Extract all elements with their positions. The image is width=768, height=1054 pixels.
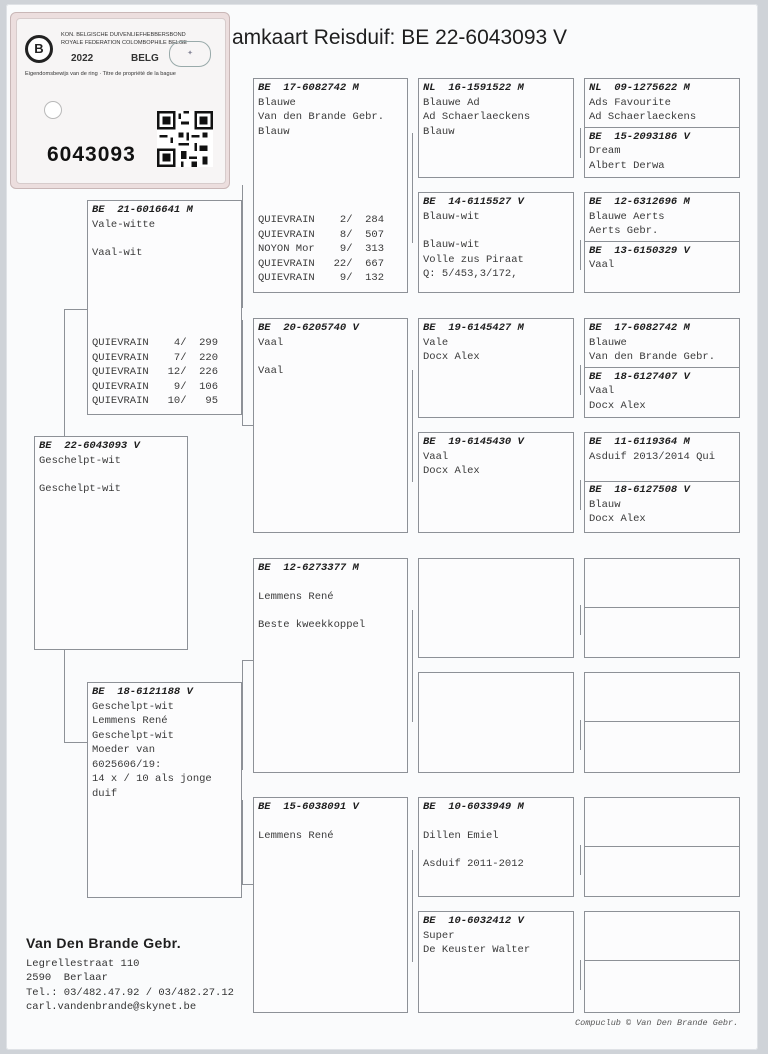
info-line: Blauwe Aerts xyxy=(589,210,665,223)
address-city: 2590 Berlaar xyxy=(26,972,108,984)
ring-number: BE 18-6121188 V xyxy=(92,686,193,698)
spacer xyxy=(423,843,569,857)
gen4-pair-box xyxy=(584,78,740,178)
colour-line: Geschelpt-wit xyxy=(39,483,121,495)
info-line: Moeder van xyxy=(92,744,156,756)
spacer xyxy=(258,815,403,829)
connector-line xyxy=(580,240,581,270)
connector-line xyxy=(242,660,243,770)
sire-box xyxy=(87,200,242,415)
ring-number: BE 17-6082742 M xyxy=(589,322,690,334)
connector-line xyxy=(580,605,581,635)
info-line: Vale xyxy=(423,336,449,349)
ring-number: BE 19-6145427 M xyxy=(423,322,524,334)
info-line: Blauw xyxy=(589,498,621,511)
seal-icon: ✦ xyxy=(169,41,211,67)
connector-line xyxy=(242,884,253,885)
ring-number: BE 17-6082742 M xyxy=(258,82,359,94)
connector-line xyxy=(412,850,413,962)
connector-line xyxy=(64,650,65,742)
connector-line xyxy=(580,480,581,510)
ring-number: BE 10-6032412 V xyxy=(423,915,524,927)
info-line: Beste kweekkoppel xyxy=(258,619,366,631)
dam-dam-box xyxy=(253,797,408,1013)
info-line: Geschelpt-wit xyxy=(92,729,174,742)
info-line: Lemmens René xyxy=(258,590,334,603)
info-line: Docx Alex xyxy=(589,513,646,525)
info-line: Geschelpt-wit xyxy=(92,700,174,713)
empty-box xyxy=(418,672,574,773)
info-line: Blauw xyxy=(258,125,290,138)
connector-line xyxy=(242,425,253,426)
ring-number: BE 18-6127407 V xyxy=(589,370,690,383)
email-address: carl.vandenbrande@skynet.be xyxy=(26,1001,197,1013)
dam-sire-box xyxy=(253,558,408,773)
race-result: QUIEVRAIN 2/ 284 xyxy=(258,214,385,226)
qr-code-icon xyxy=(157,111,213,167)
divider xyxy=(585,721,739,722)
info-line: Aerts Gebr. xyxy=(589,225,659,237)
race-result: QUIEVRAIN 10/ 95 xyxy=(92,395,219,407)
connector-line xyxy=(64,309,65,436)
info-line: Dream xyxy=(589,145,621,157)
empty-pair-box xyxy=(584,558,740,658)
info-line: Blauwe xyxy=(258,96,296,109)
connector-line xyxy=(242,800,243,884)
info-line: Asduif 2011-2012 xyxy=(423,858,524,870)
race-results xyxy=(92,336,237,409)
info-line: Vaal xyxy=(589,259,615,271)
connector-line xyxy=(242,320,243,425)
connector-line xyxy=(580,128,581,158)
divider xyxy=(585,960,739,961)
info-line: Volle zus Piraat xyxy=(423,253,524,266)
phone-numbers: Tel.: 03/482.47.92 / 03/482.27.12 xyxy=(26,986,234,999)
info-line: Q: 5/453,3/172, xyxy=(423,268,518,280)
gen4-pair-box xyxy=(584,432,740,533)
info-line: 6025606/19: xyxy=(92,758,162,771)
info-line: Docx Alex xyxy=(423,465,480,477)
sire-dam-box xyxy=(253,318,408,533)
ring-number: BE 19-6145430 V xyxy=(423,436,524,448)
ring-number: NL 16-1591522 M xyxy=(423,82,524,94)
ring-number: BE 11-6119364 M xyxy=(589,436,690,448)
info-line: Blauw-wit xyxy=(423,239,480,251)
empty-pair-box xyxy=(584,797,740,897)
ring-number: BE 22-6043093 V xyxy=(39,440,140,452)
info-line: Asduif 2013/2014 Qui xyxy=(589,450,716,463)
connector-line xyxy=(412,610,413,722)
connector-line xyxy=(242,660,253,661)
info-line: Vaal xyxy=(423,450,449,463)
breeder-address xyxy=(26,936,234,1015)
race-result: QUIEVRAIN 9/ 132 xyxy=(258,272,385,284)
spacer xyxy=(589,464,735,478)
spacer xyxy=(423,224,569,238)
ring-country: BELG xyxy=(131,53,159,64)
info-line: Lemmens René xyxy=(92,715,168,727)
colour-line: Geschelpt-wit xyxy=(39,454,121,467)
divider xyxy=(585,846,739,847)
sss-box xyxy=(418,78,574,178)
address-street: Legrellestraat 110 xyxy=(26,957,140,970)
connector-line xyxy=(64,742,87,743)
empty-box xyxy=(418,558,574,658)
connector-line xyxy=(580,960,581,990)
spacer xyxy=(258,350,403,364)
federation-name-nl: KON. BELGISCHE DUIVENLIEFHEBBERSBOND xyxy=(61,32,186,38)
spacer xyxy=(258,604,403,618)
spacer xyxy=(258,576,403,590)
sire-sire-box xyxy=(253,78,408,293)
ring-number: 6043093 xyxy=(47,143,136,166)
info-line: Van den Brande Gebr. xyxy=(258,111,385,123)
info-line: Docx Alex xyxy=(589,399,646,412)
ring-number: NL 09-1275622 M xyxy=(589,82,690,94)
info-line: duif xyxy=(92,787,118,800)
ring-year: 2022 xyxy=(71,53,94,64)
connector-line xyxy=(580,365,581,395)
ring-number: BE 13-6150329 V xyxy=(589,244,690,257)
info-line: Van den Brande Gebr. xyxy=(589,351,716,363)
info-line: Vaal xyxy=(258,336,284,349)
info-line: Vaal xyxy=(589,385,615,397)
ring-number: BE 10-6033949 M xyxy=(423,801,524,813)
federation-name-fr: ROYALE FEDERATION COLOMBOPHILE BELGE xyxy=(61,40,187,46)
info-line: Vaal xyxy=(258,365,284,377)
connector-line xyxy=(242,185,243,308)
ring-number: BE 12-6273377 M xyxy=(258,562,359,574)
copyright: Compuclub © Van Den Brande Gebr. xyxy=(575,1018,739,1028)
colour-line: Vale-witte xyxy=(92,218,156,231)
spacer xyxy=(39,468,183,482)
divider xyxy=(585,481,739,482)
race-result: QUIEVRAIN 4/ 299 xyxy=(92,337,219,349)
ring-number: BE 14-6115527 V xyxy=(423,196,524,208)
connector-line xyxy=(412,370,413,482)
info-line: Blauw-wit xyxy=(423,210,480,223)
dam-box xyxy=(87,682,242,898)
race-result: QUIEVRAIN 9/ 106 xyxy=(92,380,219,393)
gen4-pair-box xyxy=(584,318,740,418)
ownership-label: Eigendomsbewijs van de ring · Titre de propriété de la bague xyxy=(25,71,176,77)
info-line: Super xyxy=(423,929,455,942)
info-line: Blauw xyxy=(423,125,455,138)
breeder-name: Van Den Brande Gebr. xyxy=(26,935,182,951)
info-line: Blauwe Ad xyxy=(423,96,480,109)
info-line: Ad Schaerlaeckens xyxy=(589,111,697,123)
race-results xyxy=(258,213,403,286)
gen4-pair-box xyxy=(584,192,740,293)
connector-line xyxy=(580,845,581,875)
divider xyxy=(585,241,739,242)
info-line: Ads Favourite xyxy=(589,96,671,109)
empty-pair-box xyxy=(584,672,740,773)
ring-number: BE 15-2093186 V xyxy=(589,130,690,143)
info-line: Lemmens René xyxy=(258,829,334,842)
divider xyxy=(585,367,739,368)
ddd-box xyxy=(418,911,574,1013)
sdd-box xyxy=(418,432,574,533)
sds-box xyxy=(418,318,574,418)
punch-hole xyxy=(44,101,62,119)
info-line: Docx Alex xyxy=(423,351,480,363)
dds-box xyxy=(418,797,574,897)
race-result: QUIEVRAIN 8/ 507 xyxy=(258,228,385,241)
spacer xyxy=(92,232,237,246)
empty-pair-box xyxy=(584,911,740,1013)
ring-number: BE 18-6127508 V xyxy=(589,484,690,496)
ring-number: BE 20-6205740 V xyxy=(258,322,359,334)
connector-line xyxy=(412,133,413,243)
race-result: QUIEVRAIN 7/ 220 xyxy=(92,351,219,364)
ssd-box xyxy=(418,192,574,293)
connector-line xyxy=(64,309,87,310)
divider xyxy=(585,607,739,608)
ring-number: BE 12-6312696 M xyxy=(589,196,690,208)
divider xyxy=(585,127,739,128)
subject-pigeon-box xyxy=(34,436,188,650)
info-line: Dillen Emiel xyxy=(423,829,499,842)
page-title: amkaart Reisduif: BE 22-6043093 V xyxy=(232,26,568,49)
logo-letter: B xyxy=(34,41,44,56)
spacer xyxy=(423,815,569,829)
connector-line xyxy=(580,720,581,750)
federation-logo xyxy=(25,35,53,63)
colour-line: Vaal-wit xyxy=(92,247,143,259)
info-line: Ad Schaerlaeckens xyxy=(423,111,531,123)
ring-number: BE 15-6038091 V xyxy=(258,801,359,813)
race-result: QUIEVRAIN 12/ 226 xyxy=(92,366,219,378)
info-line: 14 x / 10 als jonge xyxy=(92,773,212,785)
info-line: Blauwe xyxy=(589,336,627,349)
race-result: QUIEVRAIN 22/ 667 xyxy=(258,257,385,270)
info-line: De Keuster Walter xyxy=(423,944,531,956)
race-result: NOYON Mor 9/ 313 xyxy=(258,243,385,255)
ring-certificate xyxy=(10,12,230,189)
info-line: Albert Derwa xyxy=(589,159,665,172)
ring-number: BE 21-6016641 M xyxy=(92,204,193,216)
